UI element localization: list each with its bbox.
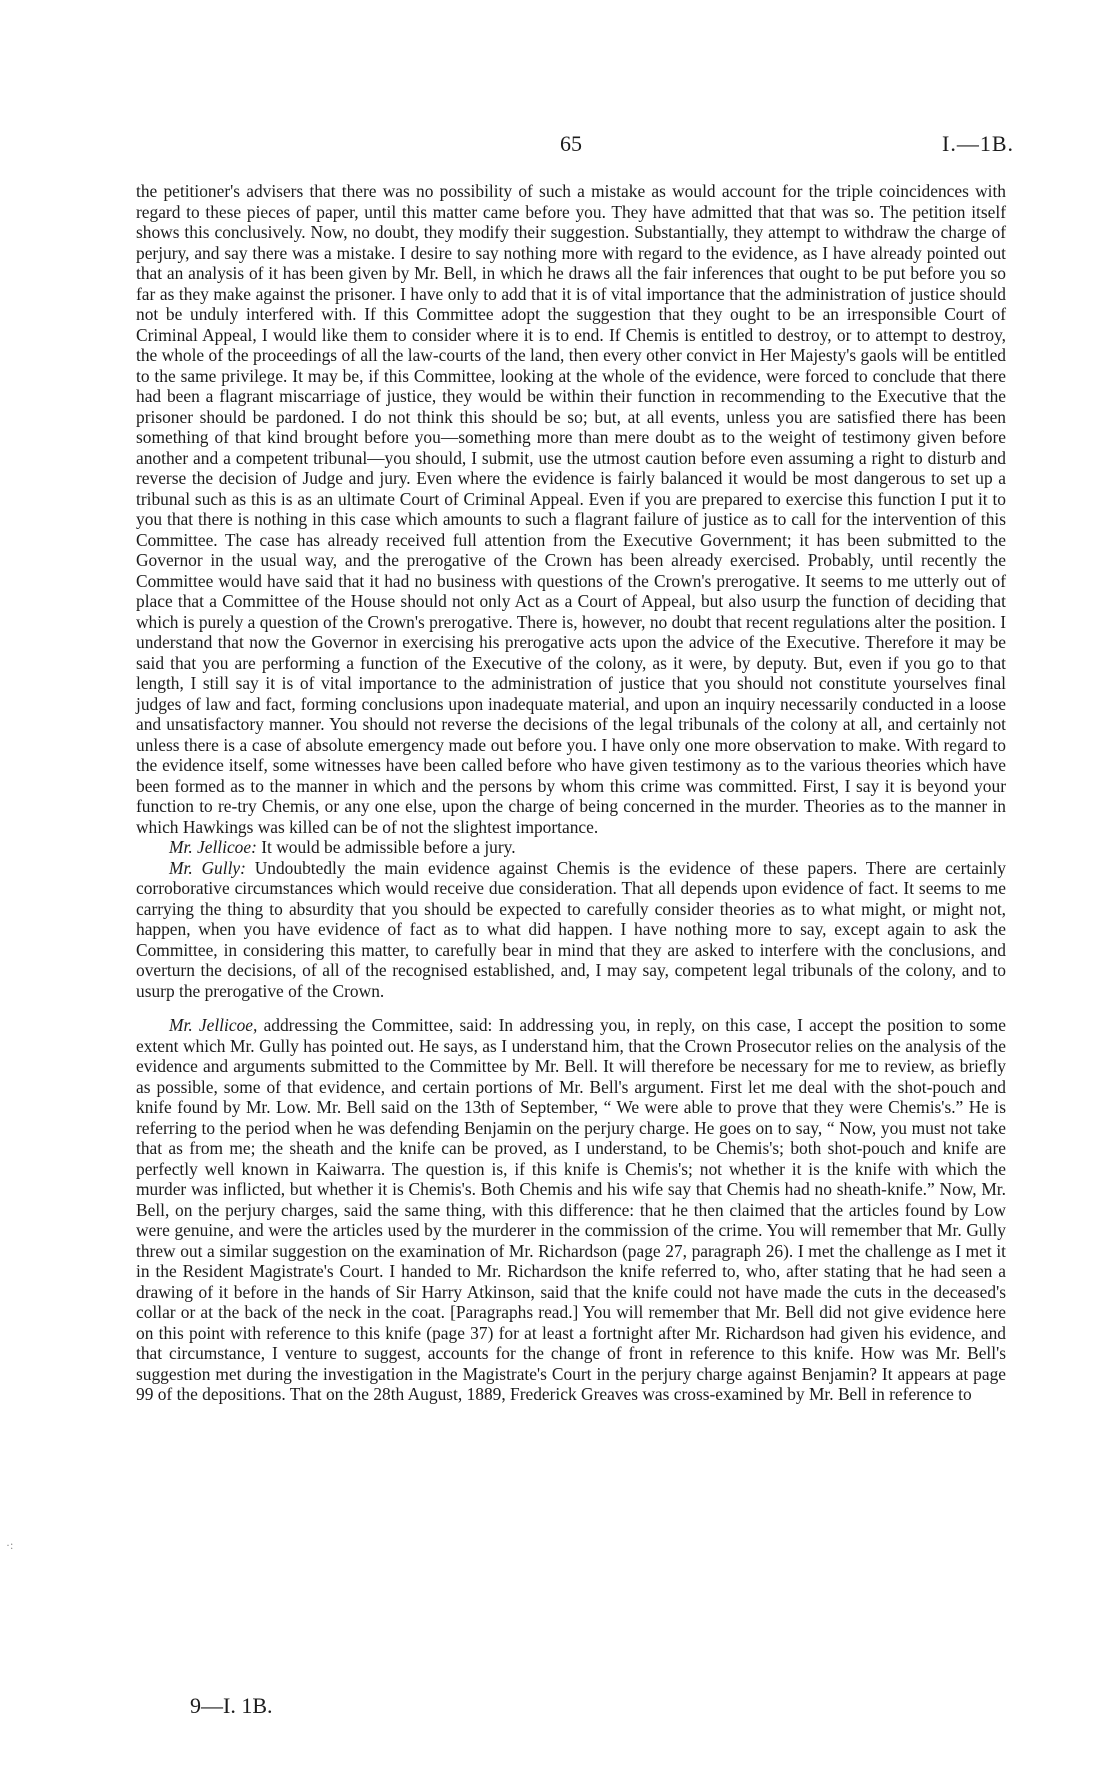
speaker-name: Mr. Jellicoe: (169, 837, 257, 857)
margin-speck: ·: (6, 1538, 14, 1552)
paragraph-text: addressing the Committee, said: In addressing you, in reply, on this case, I accept the position to some extent which Mr. Gully has pointed out. He says, as I understand him, that the Crown Prosecutor relies on the analysis of the evidence and arguments submitted to the Committee by Mr. Bell. It will therefore be necessary for me to review, as briefly as possible, some of that evidence, and certain portions of Mr. Bell's argument. First let me deal with the shot-pouch and knife found by Mr. Low. Mr. Bell said on the 13th of September, “ We were able to prove that they were Chemis's.” He is referring to the period when he was defending Benjamin on the perjury charge. He goes on to say, “ Now, you must not take that as from me; the sheath and the knife can be proved, as I understand, to be Chemis's; both shot-pouch and knife are perfectly well known in Kaiwarra. The question is, if this knife is Chemis's; not whether it is the knife with which the murder was inflicted, but whether it is Chemis's. Both Chemis and his wife say that Chemis had no sheath-knife.” Now, Mr. Bell, on the perjury charges, said the same thing, with this difference: that he then claimed that the articles found by Low were genuine, and were the articles used by the murderer in the commission of the crime. You will remember that Mr. Gully threw out a similar suggestion on the examination of Mr. Richardson (page 27, paragraph 26). I met the challenge as I met it in the Resident Magistrate's Court. I handed to Mr. Richardson the knife referred to, who, after stating that he had seen a drawing of it before in the hands of Sir Harry Atkinson, said that the knife could not have made the cuts in the deceased's collar or at the back of the neck in the coat. [Paragraphs read.] You will remember that Mr. Bell did not give evidence here on this point with reference to this knife (page 37) for at least a fortnight after Mr. Richardson had given his evidence, and that circumstance, I venture to suggest, accounts for the change of front in reference to this knife. How was Mr. Bell's suggestion met during the investigation in the Magistrate's Court in the perjury charge against Benjamin? It appears at page 99 of the depositions. That on the 28th August, 1889, Frederick Greaves was cross-examined by Mr. Bell in reference to (136, 1015, 1006, 1404)
document-reference: I.—1B. (942, 131, 1014, 156)
paragraph-continuation (136, 181, 1006, 837)
paragraph-gully (136, 858, 1006, 1002)
page-header (0, 131, 1114, 161)
paragraph-text: the petitioner's advisers that there was no possibility of such a mistake as would account for the triple coincidences with regard to these pieces of paper, until this matter came before you. They have admitted that that was so. The petition itself shows this conclusively. Now, no doubt, they modify their suggestion. Substantially, they attempt to withdraw the charge of perjury, and say there was a mistake. I desire to say nothing more with regard to the evidence, as I have already pointed out that an analysis of it has been given by Mr. Bell, in which he draws all the fair inferences that ought to be put before you so far as they make against the prisoner. I have only to add that it is of vital importance that the administration of justice should not be unduly interfered with. If this Committee adopt the suggestion that they ought to be an irresponsible Court of Criminal Appeal, I would like them to consider where it is to end. If Chemis is entitled to destroy, or to attempt to destroy, the whole of the proceedings of all the law-courts of the land, then every other convict in Her Majesty's gaols will be entitled to the same privilege. It may be, if this Committee, looking at the whole of the evidence, were forced to conclude that there had been a flagrant miscarriage of justice, they would be within their function in recommending to the Executive that the prisoner should be pardoned. I do not think this should be so; but, at all events, unless you are satisfied there has been something of that kind brought before you—something more than mere doubt as to the weight of testimony given before another and a competent tribunal—you should, I submit, use the utmost caution before even assuming a right to disturb and reverse the decision of Judge and jury. Even where the evidence is fairly balanced it would be most dangerous to set up a tribunal such as this is as an ultimate Court of Criminal Appeal. Even if you are prepared to exercise this function I put it to you that there is nothing in this case which amounts to such a flagrant failure of justice as to call for the intervention of this Committee. The case has already received full attention from the Executive Government; it has been submitted to the Governor in the usual way, and the prerogative of the Crown has been already exercised. Probably, until recently the Committee would have said that it had no business with questions of the Crown's prerogative. It seems to me utterly out of place that a Committee of the House should not only Act as a Court of Appeal, but also usurp the function of deciding that which is purely a question of the Crown's prerogative. There is, however, no doubt that recent regulations alter the position. I understand that now the Governor in exercising his prerogative acts upon the advice of the Executive. Therefore it may be said that you are performing a function of the Executive of the colony, as it were, by deputy. But, even if you go to that length, I still say it is of vital importance to the administration of justice that you should not constitute yourselves final judges of law and fact, forming conclusions upon inadequate material, and upon an inquiry necessarily conducted in a loose and unsatisfactory manner. You should not reverse the decisions of the legal tribunals of the colony at all, and certainly not unless there is a case of absolute emergency made out before you. I have only one more observation to make. With regard to the evidence itself, some witnesses have been called before who have given testimony as to the various theories which have been formed as to the manner in which and the persons by whom this crime was committed. First, I say it is beyond your function to re-try Chemis, or any one else, upon the charge of being concerned in the murder. Theories as to the manner in which Hawkings was killed can be of not the slightest importance. (136, 181, 1006, 837)
paragraph-jellicoe-interjection (136, 837, 1006, 858)
signature-mark: 9—I. 1B. (190, 1693, 273, 1718)
paragraph-text: Undoubtedly the main evidence against Chemis is the evidence of these papers. There are certainly corroborative circumstances which would receive due consideration. That all depends upon evidence of fact. It seems to me carrying the thing to absurdity that you should be expected to carefully consider theories as to what might, or might not, happen, when you have evidence of fact as to what did happen. I have nothing more to say, except again to ask the Committee, in considering this matter, to carefully bear in mind that they are asked to interfere with the conclusions, and overturn the decisions, of all of the recognised established, and, I may say, competent legal tribunals of the colony, and to usurp the prerogative of the Crown. (136, 857, 1007, 1001)
body-text (136, 181, 1006, 1405)
paragraph-text: It would be admissible before a jury. (256, 837, 516, 857)
speaker-name: Mr. Gully: (169, 857, 246, 878)
paragraph-jellicoe-reply (136, 1015, 1006, 1405)
page-number: 65 (560, 131, 582, 156)
speaker-name: Mr. Jellicoe, (169, 1015, 258, 1035)
